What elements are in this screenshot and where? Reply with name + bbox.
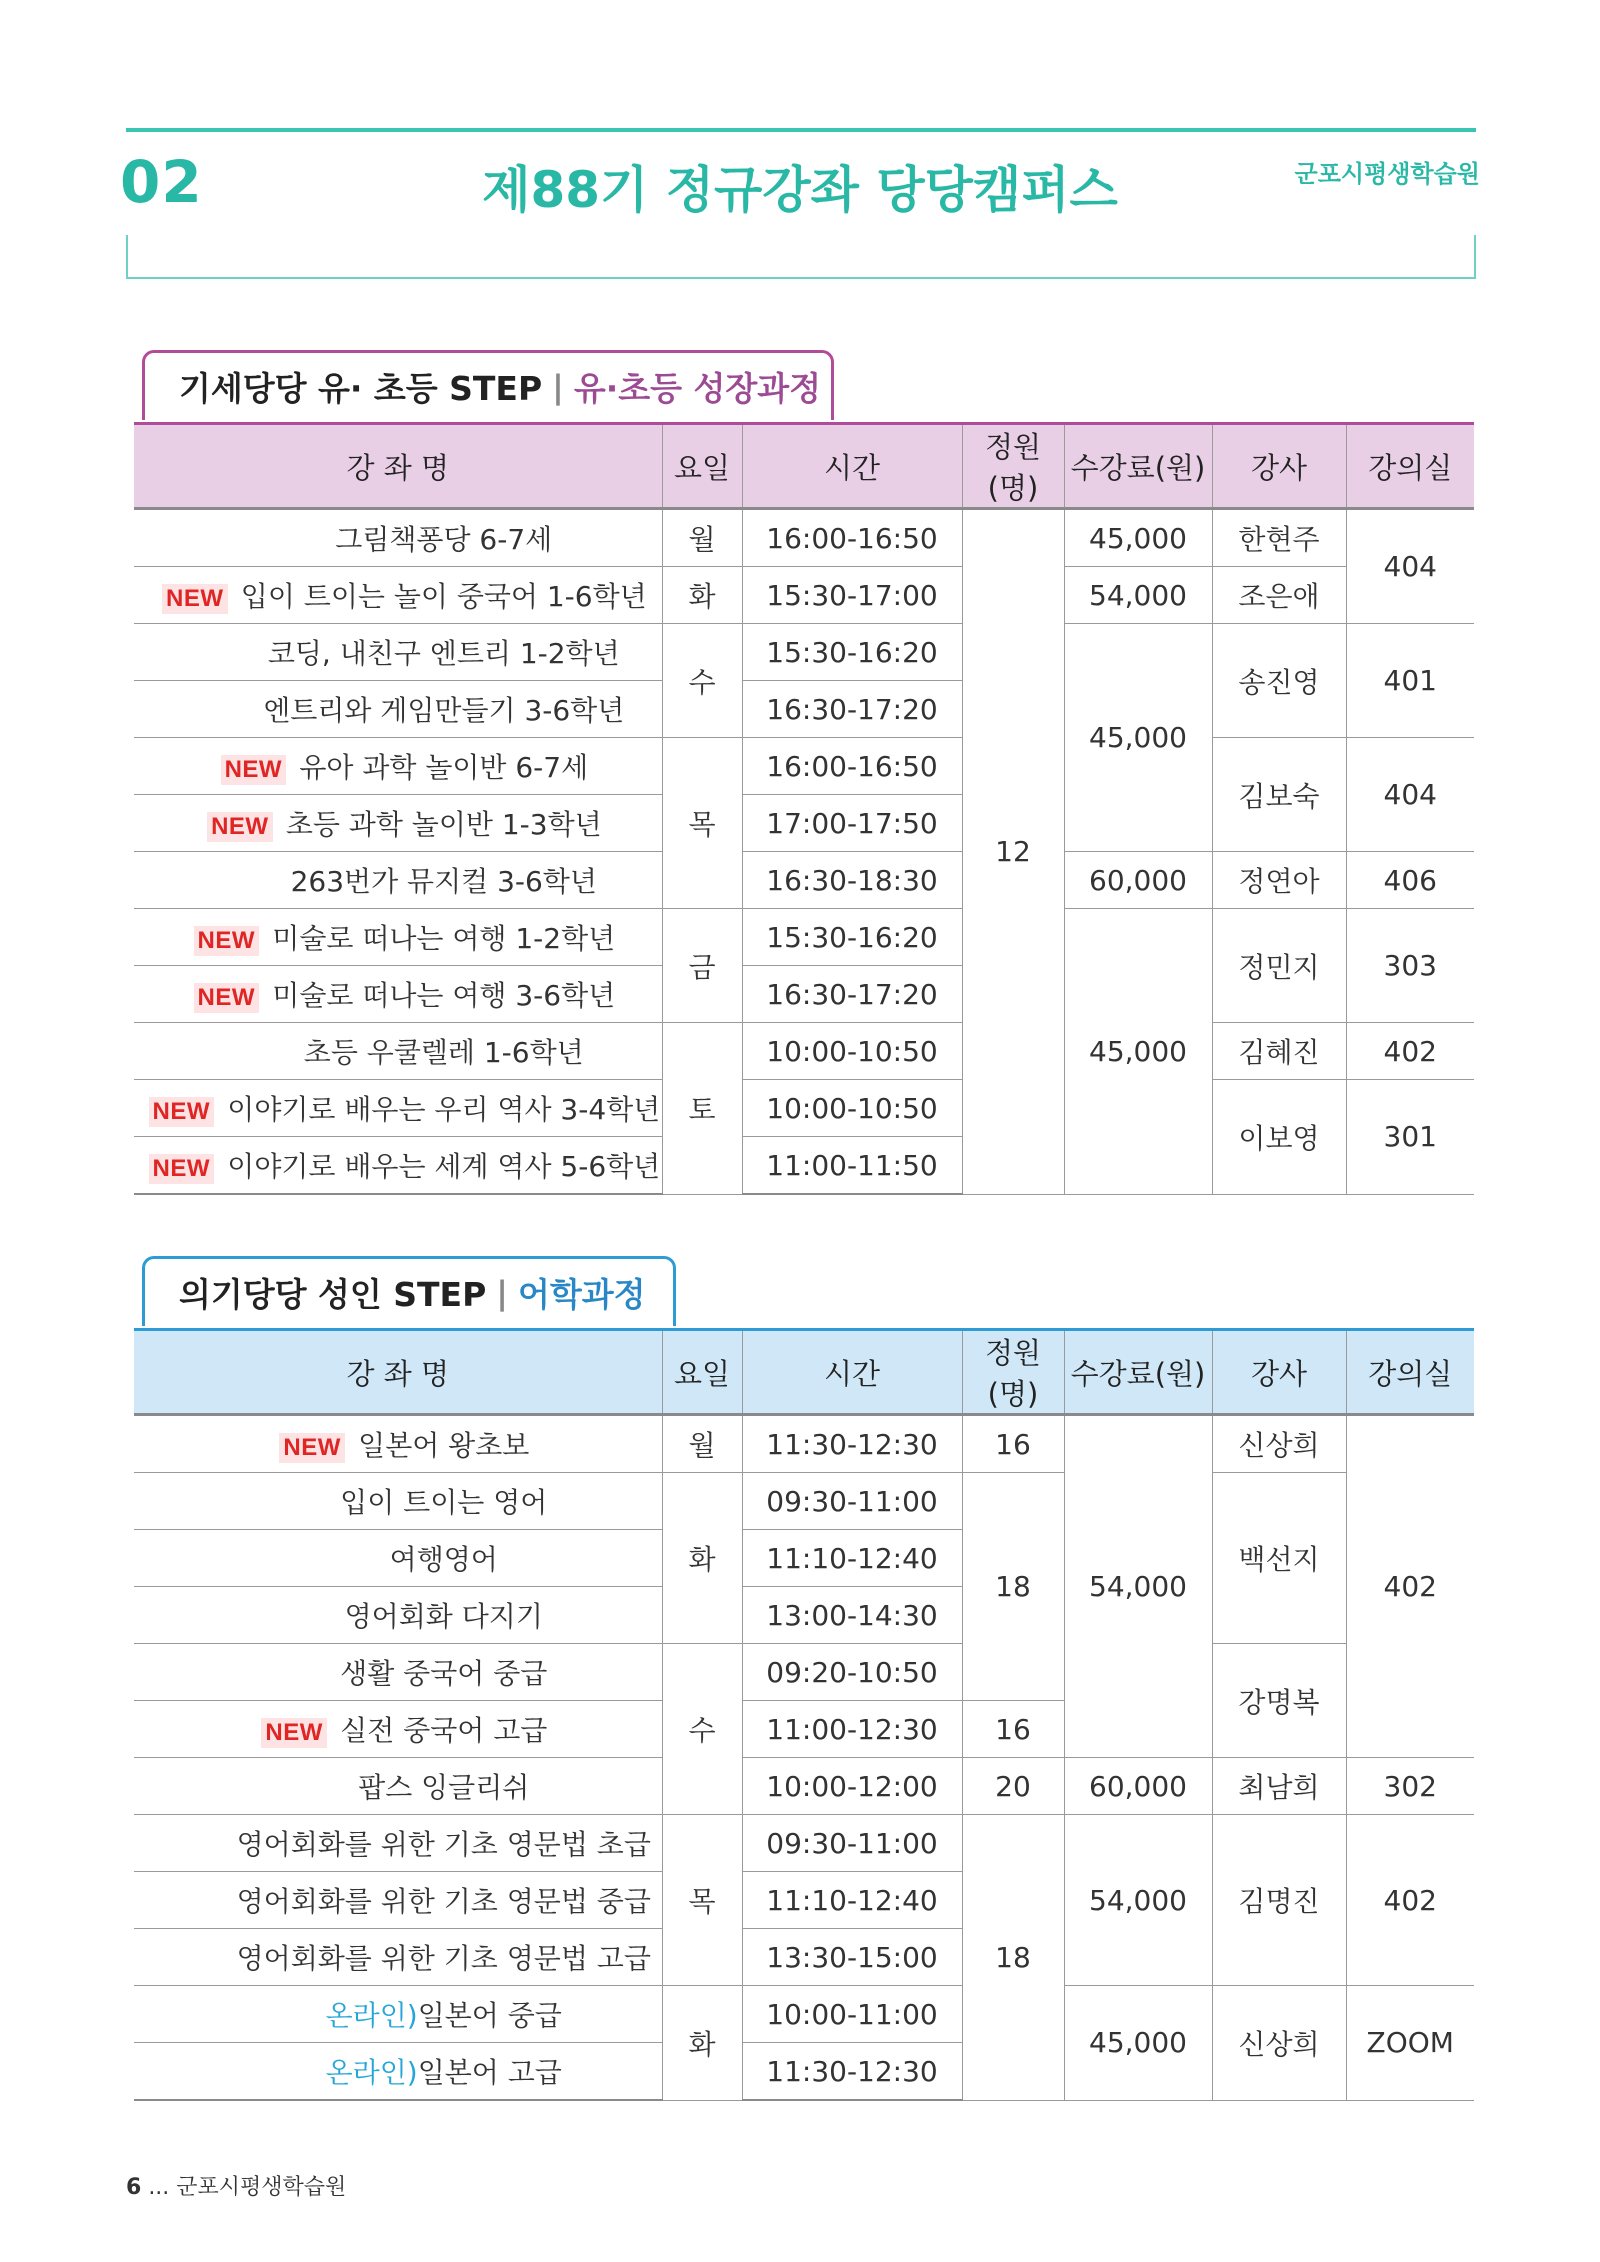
room-cell: 302	[1346, 1758, 1474, 1815]
online-label: 온라인)	[325, 1999, 418, 2032]
header-top-rule	[126, 128, 1476, 132]
course-name: 실전 중국어 고급	[340, 1714, 548, 1747]
new-badge: NEW	[149, 1154, 215, 1184]
page-number: 02	[120, 148, 203, 216]
course-name-cell	[134, 1587, 662, 1644]
table-row	[134, 738, 1474, 795]
new-badge: NEW	[279, 1433, 345, 1463]
room-cell: 402	[1346, 1023, 1474, 1080]
course-table-adult	[134, 1328, 1474, 2101]
new-badge: NEW	[221, 755, 287, 785]
table-row	[134, 1080, 1474, 1137]
col-header-capacity: 정원(명)	[962, 424, 1064, 509]
course-name-cell	[134, 509, 662, 567]
page-footer	[126, 2170, 346, 2201]
teacher-cell: 김보숙	[1212, 738, 1346, 852]
new-badge: NEW	[149, 1097, 215, 1127]
time-cell: 16:30-17:20	[742, 681, 962, 738]
table-row	[134, 1473, 1474, 1530]
teacher-cell: 신상희	[1212, 1986, 1346, 2101]
time-cell: 16:30-17:20	[742, 966, 962, 1023]
time-cell: 15:30-16:20	[742, 909, 962, 966]
fee-cell: 45,000	[1064, 909, 1212, 1195]
course-name: 영어회화를 위한 기초 영문법 중급	[236, 1885, 651, 1918]
time-cell: 10:00-10:50	[742, 1023, 962, 1080]
fee-cell: 60,000	[1064, 852, 1212, 909]
course-name: 영어회화를 위한 기초 영문법 초급	[236, 1828, 651, 1861]
day-cell: 토	[662, 1023, 742, 1195]
course-name: 일본어 중급	[417, 1999, 562, 2032]
course-name: 영어회화를 위한 기초 영문법 고급	[236, 1942, 651, 1975]
time-cell: 15:30-17:00	[742, 567, 962, 624]
day-cell: 화	[662, 1986, 742, 2101]
day-cell: 화	[662, 567, 742, 624]
time-cell: 09:30-11:00	[742, 1815, 962, 1872]
col-header-room: 강의실	[1346, 424, 1474, 509]
course-name: 이야기로 배우는 우리 역사 3-4학년	[227, 1093, 661, 1126]
col-header-course: 강 좌 명	[134, 424, 662, 509]
teacher-cell: 김혜진	[1212, 1023, 1346, 1080]
teacher-cell: 강명복	[1212, 1644, 1346, 1758]
capacity-cell: 16	[962, 1701, 1064, 1758]
course-name: 일본어 왕초보	[358, 1429, 530, 1462]
teacher-cell: 조은애	[1212, 567, 1346, 624]
section-subtitle: 어학과정	[517, 1275, 646, 1314]
time-cell: 13:30-15:00	[742, 1929, 962, 1986]
course-name-cell	[134, 1986, 662, 2043]
table-row	[134, 1644, 1474, 1701]
header-frame	[126, 235, 1476, 279]
time-cell: 11:00-12:30	[742, 1701, 962, 1758]
table-row	[134, 1986, 1474, 2043]
course-name-cell	[134, 1758, 662, 1815]
time-cell: 10:00-11:00	[742, 1986, 962, 2043]
section-title: 기세당당 유· 초등 STEP	[179, 369, 543, 408]
course-name-cell	[134, 1644, 662, 1701]
teacher-cell: 신상희	[1212, 1415, 1346, 1473]
course-name: 엔트리와 게임만들기 3-6학년	[263, 694, 625, 727]
col-header-teacher: 강사	[1212, 1330, 1346, 1415]
teacher-cell: 백선지	[1212, 1473, 1346, 1644]
room-cell: 301	[1346, 1080, 1474, 1195]
fee-cell: 54,000	[1064, 1815, 1212, 1986]
room-cell: 406	[1346, 852, 1474, 909]
day-cell: 화	[662, 1473, 742, 1644]
course-name: 입이 트이는 놀이 중국어 1-6학년	[240, 580, 647, 613]
capacity-cell: 20	[962, 1758, 1064, 1815]
table-row	[134, 1415, 1474, 1473]
new-badge: NEW	[194, 983, 260, 1013]
time-cell: 10:00-12:00	[742, 1758, 962, 1815]
course-name-cell	[134, 1929, 662, 1986]
room-cell: 401	[1346, 624, 1474, 738]
table-row	[134, 1815, 1474, 1872]
course-name: 생활 중국어 중급	[340, 1657, 548, 1690]
table-row	[134, 509, 1474, 567]
course-name: 입이 트이는 영어	[340, 1486, 548, 1519]
fee-cell: 54,000	[1064, 567, 1212, 624]
course-name: 초등 과학 놀이반 1-3학년	[285, 808, 602, 841]
course-name-cell	[134, 1815, 662, 1872]
col-header-room: 강의실	[1346, 1330, 1474, 1415]
table-header-row	[134, 1330, 1474, 1415]
col-header-course: 강 좌 명	[134, 1330, 662, 1415]
col-header-fee: 수강료(원)	[1064, 424, 1212, 509]
course-name-cell	[134, 909, 662, 966]
col-header-capacity: 정원(명)	[962, 1330, 1064, 1415]
day-cell: 월	[662, 1415, 742, 1473]
col-header-teacher: 강사	[1212, 424, 1346, 509]
time-cell: 11:10-12:40	[742, 1530, 962, 1587]
day-cell: 월	[662, 509, 742, 567]
room-cell: 404	[1346, 509, 1474, 624]
page-title: 제88기 정규강좌 당당캠퍼스	[482, 161, 1118, 219]
course-name-cell	[134, 1415, 662, 1473]
table-row	[134, 852, 1474, 909]
course-name-cell	[134, 1701, 662, 1758]
teacher-cell: 최남희	[1212, 1758, 1346, 1815]
teacher-cell: 한현주	[1212, 509, 1346, 567]
course-name: 263번가 뮤지컬 3-6학년	[290, 865, 597, 898]
course-name-cell	[134, 624, 662, 681]
section-title: 의기당당 성인 STEP	[179, 1275, 487, 1314]
new-badge: NEW	[261, 1718, 327, 1748]
section-separator: |	[552, 367, 564, 406]
course-name: 이야기로 배우는 세계 역사 5-6학년	[227, 1150, 661, 1183]
day-cell: 수	[662, 1644, 742, 1815]
col-header-fee: 수강료(원)	[1064, 1330, 1212, 1415]
course-name: 그림책퐁당 6-7세	[335, 523, 553, 556]
room-cell: 402	[1346, 1815, 1474, 1986]
time-cell: 10:00-10:50	[742, 1080, 962, 1137]
course-name-cell	[134, 795, 662, 852]
time-cell: 16:00-16:50	[742, 738, 962, 795]
course-name-cell	[134, 2043, 662, 2101]
course-name: 여행영어	[389, 1543, 498, 1576]
time-cell: 15:30-16:20	[742, 624, 962, 681]
table-row	[134, 567, 1474, 624]
table-row	[134, 624, 1474, 681]
col-header-day: 요일	[662, 424, 742, 509]
time-cell: 17:00-17:50	[742, 795, 962, 852]
time-cell: 16:30-18:30	[742, 852, 962, 909]
room-cell: 303	[1346, 909, 1474, 1023]
course-name: 일본어 고급	[417, 2056, 562, 2089]
course-name: 미술로 떠나는 여행 1-2학년	[272, 922, 616, 955]
section-subtitle: 유·초등 성장과정	[573, 369, 822, 408]
course-name-cell	[134, 1080, 662, 1137]
fee-cell: 45,000	[1064, 509, 1212, 567]
course-name-cell	[134, 1872, 662, 1929]
time-cell: 13:00-14:30	[742, 1587, 962, 1644]
day-cell: 금	[662, 909, 742, 1023]
footer-page-number: 6	[126, 2175, 142, 2200]
teacher-cell: 정민지	[1212, 909, 1346, 1023]
org-name: 군포시평생학습원	[1294, 160, 1480, 188]
new-badge: NEW	[207, 812, 273, 842]
day-cell: 목	[662, 738, 742, 909]
time-cell: 09:20-10:50	[742, 1644, 962, 1701]
course-name-cell	[134, 1473, 662, 1530]
table-row	[134, 1023, 1474, 1080]
room-cell: 402	[1346, 1415, 1474, 1758]
time-cell: 11:30-12:30	[742, 1415, 962, 1473]
section-tab-kids	[142, 350, 834, 420]
capacity-cell: 18	[962, 1815, 1064, 2101]
new-badge: NEW	[194, 926, 260, 956]
course-name: 초등 우쿨렐레 1-6학년	[303, 1036, 584, 1069]
time-cell: 11:10-12:40	[742, 1872, 962, 1929]
footer-dots: ...	[148, 2175, 170, 2200]
course-name: 영어회화 다지기	[344, 1600, 543, 1633]
teacher-cell: 김명진	[1212, 1815, 1346, 1986]
capacity-cell: 12	[962, 509, 1064, 1195]
table-row	[134, 1758, 1474, 1815]
course-name-cell	[134, 1137, 662, 1195]
fee-cell: 60,000	[1064, 1758, 1212, 1815]
section-separator: |	[496, 1273, 508, 1312]
footer-org: 군포시평생학습원	[176, 2175, 347, 2200]
course-name-cell	[134, 966, 662, 1023]
col-header-time: 시간	[742, 1330, 962, 1415]
table-row	[134, 909, 1474, 966]
time-cell: 09:30-11:00	[742, 1473, 962, 1530]
course-name-cell	[134, 1530, 662, 1587]
course-name-cell	[134, 852, 662, 909]
capacity-cell: 16	[962, 1415, 1064, 1473]
section-tab-adult	[142, 1256, 676, 1326]
col-header-day: 요일	[662, 1330, 742, 1415]
room-cell: ZOOM	[1346, 1986, 1474, 2101]
teacher-cell: 정연아	[1212, 852, 1346, 909]
time-cell: 16:00-16:50	[742, 509, 962, 567]
new-badge: NEW	[162, 584, 228, 614]
time-cell: 11:00-11:50	[742, 1137, 962, 1195]
day-cell: 목	[662, 1815, 742, 1986]
capacity-cell: 18	[962, 1473, 1064, 1701]
course-name: 코딩, 내친구 엔트리 1-2학년	[267, 637, 620, 670]
table-header-row	[134, 424, 1474, 509]
room-cell: 404	[1346, 738, 1474, 852]
course-name-cell	[134, 738, 662, 795]
teacher-cell: 이보영	[1212, 1080, 1346, 1195]
course-name: 미술로 떠나는 여행 3-6학년	[272, 979, 616, 1012]
day-cell: 수	[662, 624, 742, 738]
online-label: 온라인)	[325, 2056, 418, 2089]
fee-cell: 45,000	[1064, 624, 1212, 852]
course-name-cell	[134, 567, 662, 624]
course-name-cell	[134, 681, 662, 738]
course-table-kids	[134, 422, 1474, 1195]
fee-cell: 54,000	[1064, 1415, 1212, 1758]
course-name: 팝스 잉글리쉬	[358, 1771, 530, 1804]
course-name: 유아 과학 놀이반 6-7세	[299, 751, 589, 784]
col-header-time: 시간	[742, 424, 962, 509]
time-cell: 11:30-12:30	[742, 2043, 962, 2101]
teacher-cell: 송진영	[1212, 624, 1346, 738]
course-name-cell	[134, 1023, 662, 1080]
fee-cell: 45,000	[1064, 1986, 1212, 2101]
